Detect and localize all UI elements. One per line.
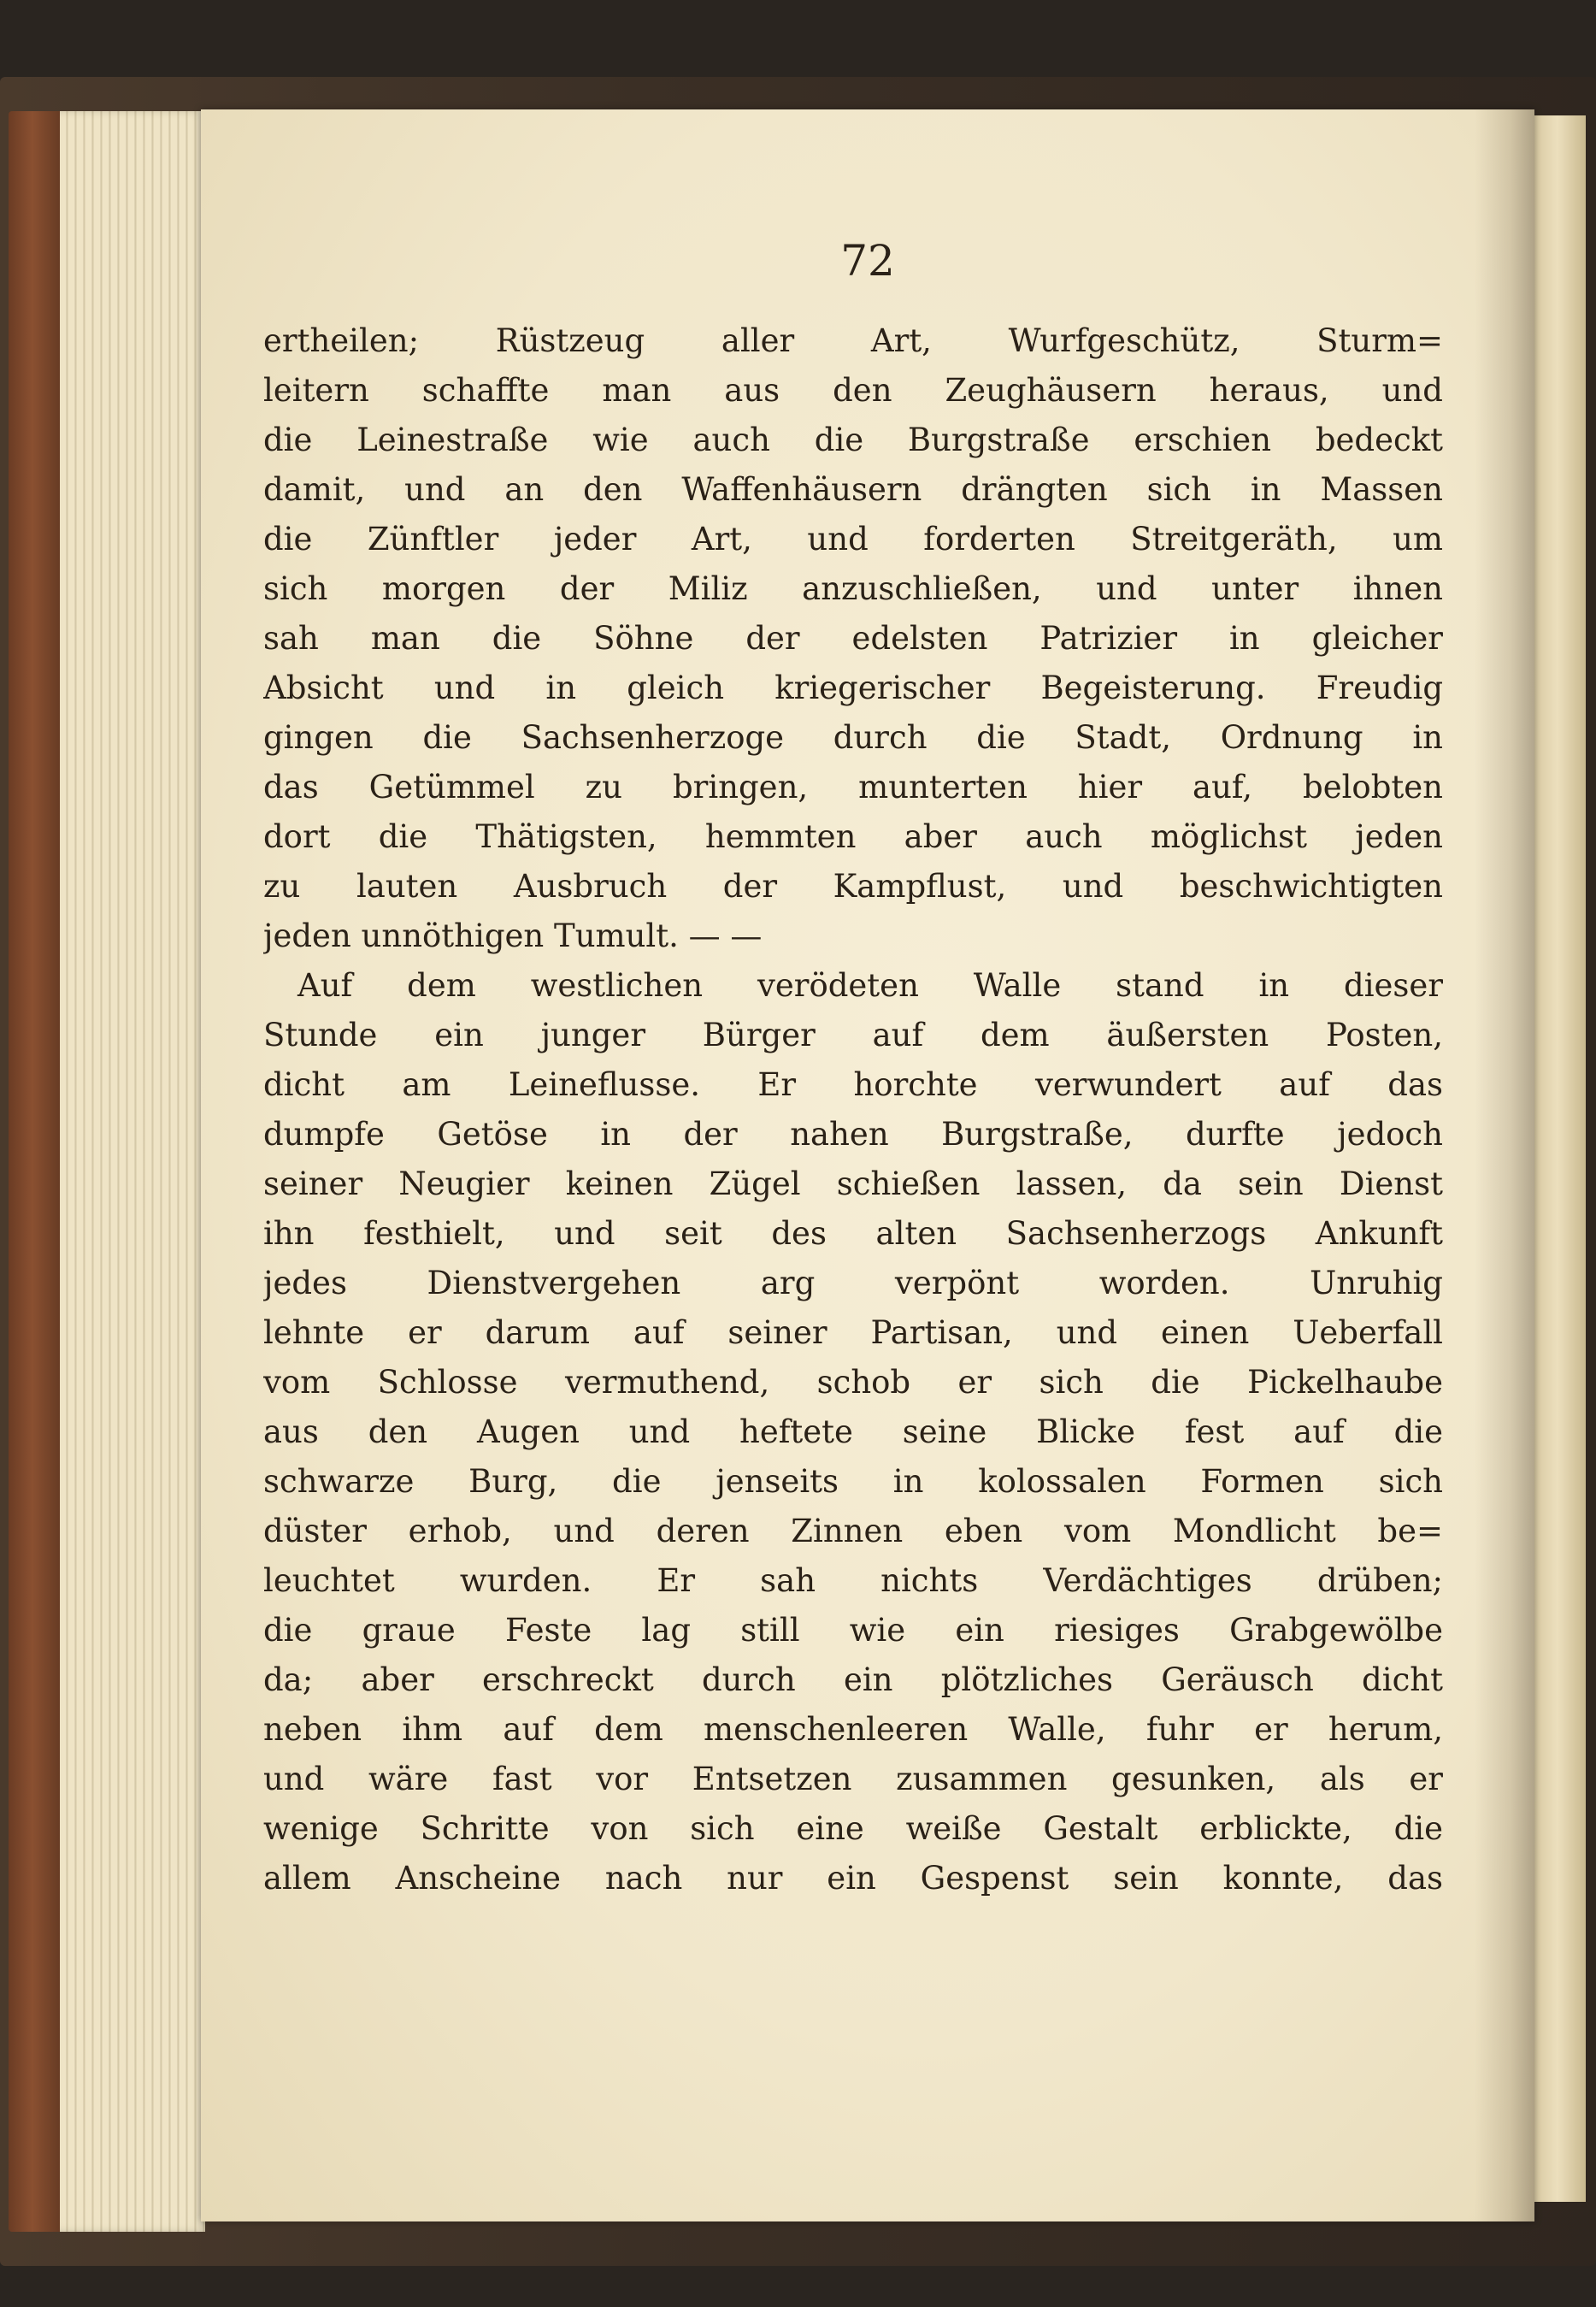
page-stack-edges bbox=[60, 111, 205, 2232]
text-line: seiner Neugier keinen Zügel schießen lassen, da sein Dienst bbox=[263, 1165, 1443, 1202]
text-line: da; aber erschreckt durch ein plötzliches Geräusch dicht bbox=[263, 1661, 1443, 1698]
text-line: Absicht und in gleich kriegerischer Begeisterung. Freudig bbox=[263, 670, 1443, 706]
text-line: Stunde ein junger Bürger auf dem äußersten Posten, bbox=[263, 1017, 1443, 1053]
text-line: dumpfe Getöse in der nahen Burgstraße, durfte jedoch bbox=[263, 1116, 1443, 1153]
text-line: düster erhob, und deren Zinnen eben vom Mondlicht be= bbox=[263, 1513, 1443, 1549]
text-line: sah man die Söhne der edelsten Patrizier in gleicher bbox=[263, 620, 1443, 657]
text-line: zu lauten Ausbruch der Kampflust, und beschwichtigten bbox=[263, 868, 1443, 905]
text-line: dort die Thätigsten, hemmten aber auch möglichst jeden bbox=[263, 818, 1443, 855]
page-number: 72 bbox=[840, 236, 895, 286]
text-line: die Zünftler jeder Art, und forderten Streitgeräth, um bbox=[263, 521, 1443, 558]
text-line: lehnte er darum auf seiner Partisan, und einen Ueberfall bbox=[263, 1314, 1443, 1351]
text-line: die graue Feste lag still wie ein riesiges Grabgewölbe bbox=[263, 1612, 1443, 1649]
text-line: leitern schaffte man aus den Zeughäusern heraus, und bbox=[263, 372, 1443, 409]
text-line: und wäre fast vor Entsetzen zusammen gesunken, als er bbox=[263, 1761, 1443, 1797]
text-line: vom Schlosse vermuthend, schob er sich die Pickelhaube bbox=[263, 1364, 1443, 1401]
text-line: wenige Schritte von sich eine weiße Gestalt erblickte, die bbox=[263, 1810, 1443, 1847]
facing-page-edge bbox=[1534, 115, 1586, 2202]
text-line: dicht am Leineflusse. Er horchte verwundert auf das bbox=[263, 1066, 1443, 1103]
page-text bbox=[263, 316, 1443, 1903]
gutter-shadow bbox=[1475, 109, 1534, 2221]
text-line: leuchtet wurden. Er sah nichts Verdächtiges drüben; bbox=[263, 1562, 1443, 1599]
text-line: jedes Dienstvergehen arg verpönt worden. Unruhig bbox=[263, 1265, 1443, 1301]
text-line: ertheilen; Rüstzeug aller Art, Wurfgeschütz, Sturm= bbox=[263, 322, 1443, 359]
text-line: damit, und an den Waffenhäusern drängten sich in Massen bbox=[263, 471, 1443, 508]
text-line: sich morgen der Miliz anzuschließen, und unter ihnen bbox=[263, 570, 1443, 607]
text-line: gingen die Sachsenherzoge durch die Stadt, Ordnung in bbox=[263, 719, 1443, 756]
text-line: allem Anscheine nach nur ein Gespenst sein konnte, das bbox=[263, 1860, 1443, 1897]
text-line: schwarze Burg, die jenseits in kolossalen Formen sich bbox=[263, 1463, 1443, 1500]
text-line: das Getümmel zu bringen, munterten hier auf, belobten bbox=[263, 769, 1443, 805]
text-line: jeden unnöthigen Tumult. — — bbox=[263, 917, 763, 954]
text-line: ihn festhielt, und seit des alten Sachsenherzogs Ankunft bbox=[263, 1215, 1443, 1252]
text-line: neben ihm auf dem menschenleeren Walle, fuhr er herum, bbox=[263, 1711, 1443, 1748]
text-line: aus den Augen und heftete seine Blicke fest auf die bbox=[263, 1413, 1443, 1450]
text-line: die Leinestraße wie auch die Burgstraße erschien bedeckt bbox=[263, 422, 1443, 458]
text-line: Auf dem westlichen verödeten Walle stand in dieser bbox=[297, 967, 1443, 1004]
